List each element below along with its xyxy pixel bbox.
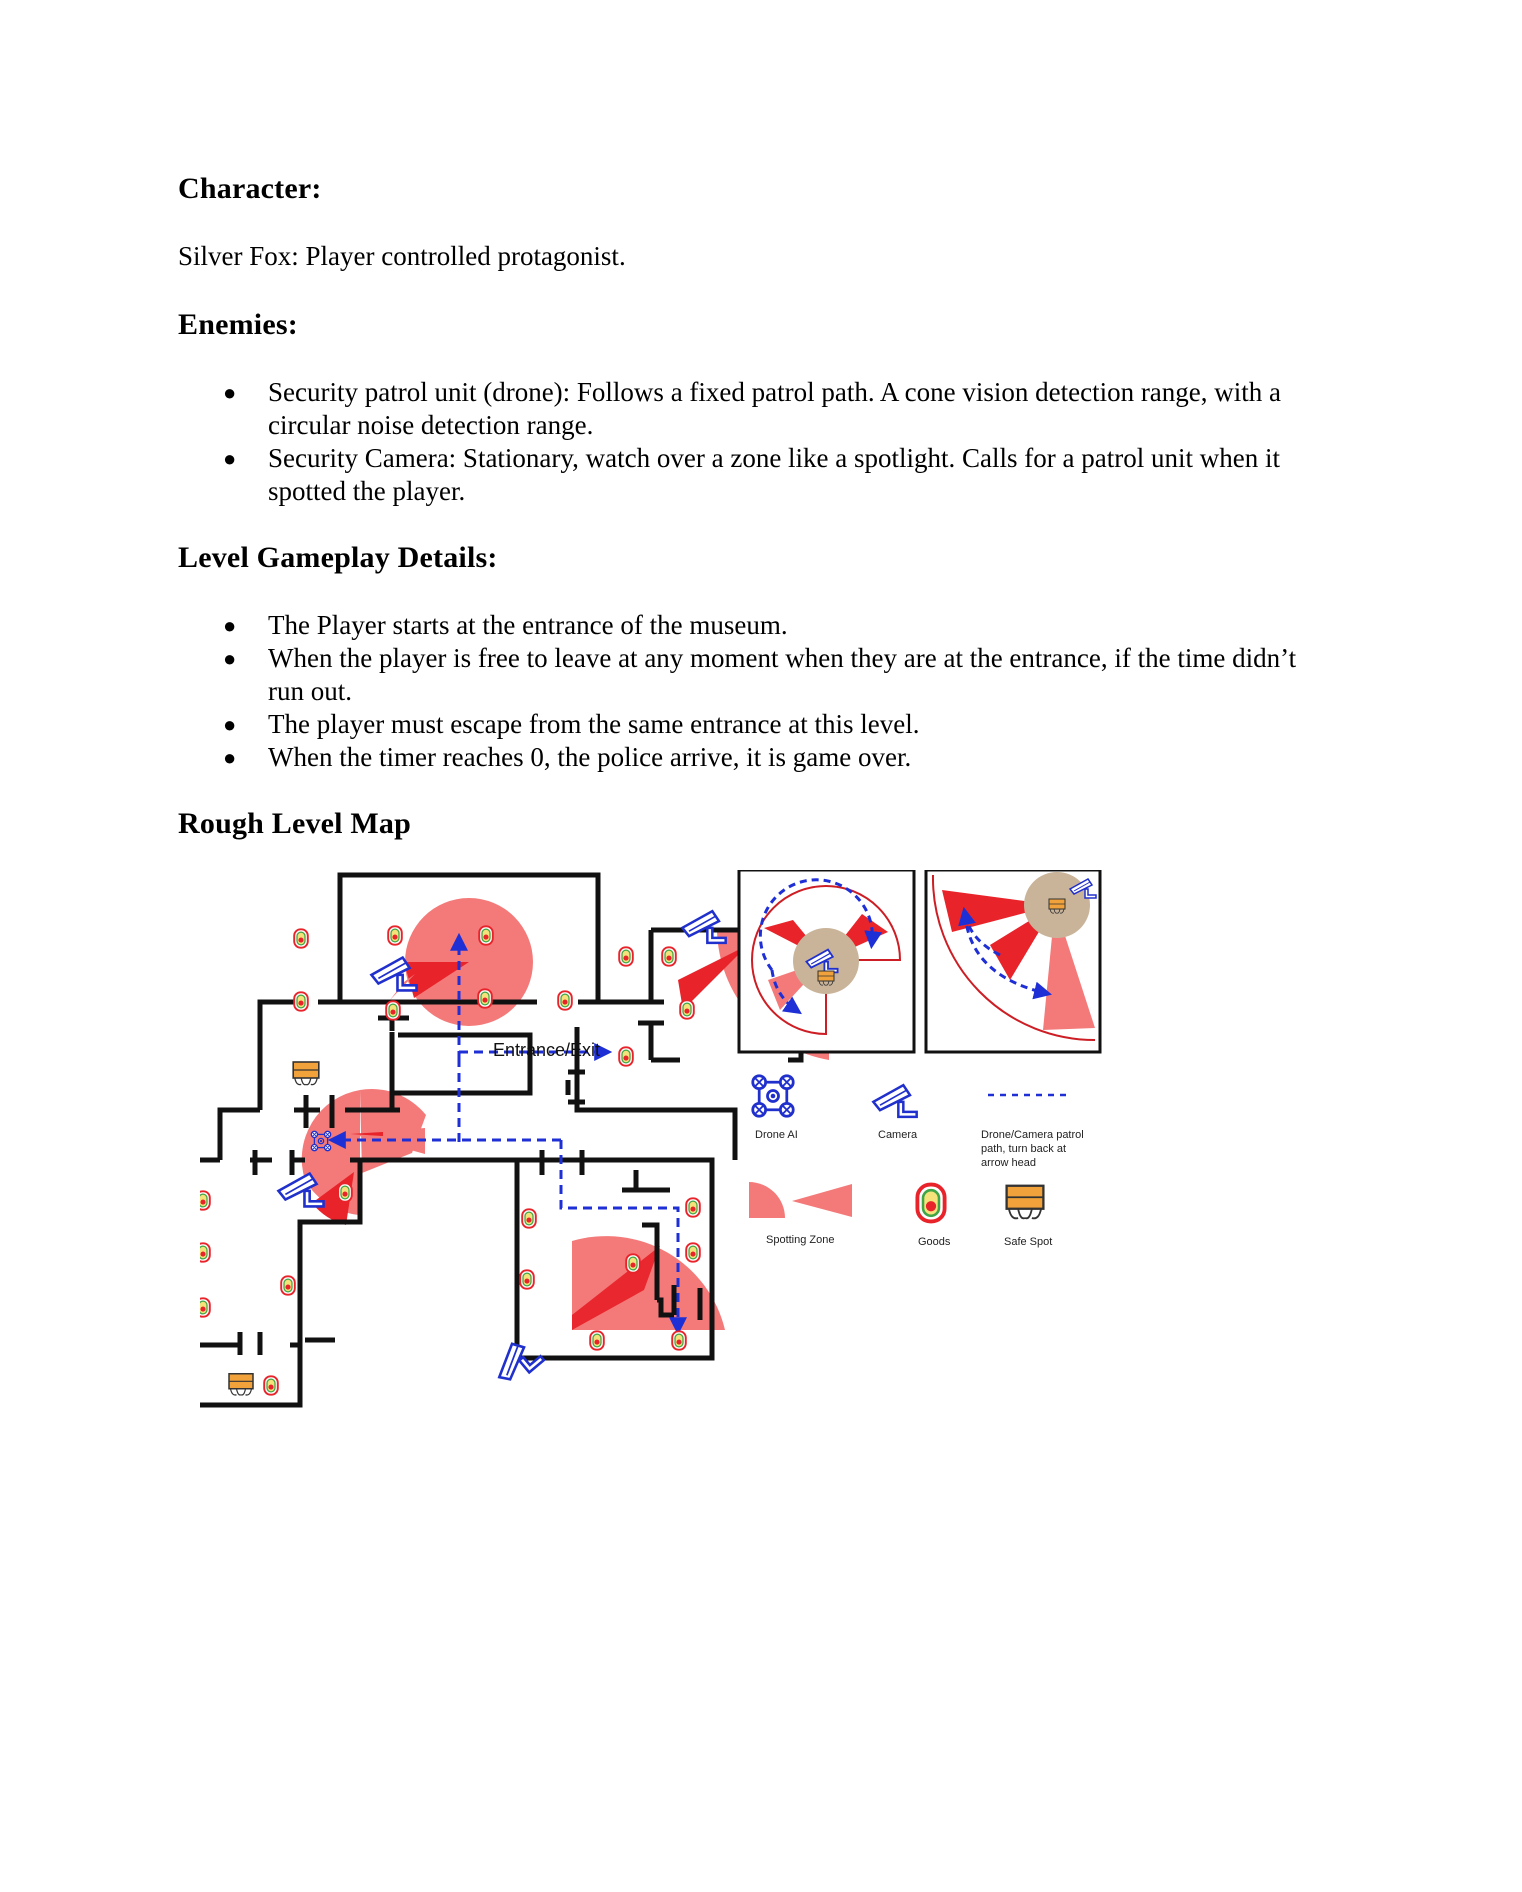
legend-camera-icon [873,1085,916,1117]
legend-safe-label: Safe Spot [1004,1236,1053,1248]
legend-patrol-label-3: arrow head [981,1157,1037,1169]
legend-patrol-label-2: path, turn back at [981,1143,1066,1155]
enemy-item: ● Security Camera: Stationary, watch over a zone like a spotlight. Calls for a patrol unit when it spotted the player. [223,443,1280,506]
legend-camera-label: Camera [878,1129,918,1141]
level-item: ● When the timer reaches 0, the police arrive, it is game over. [223,742,912,772]
legend [749,1076,1084,1248]
safe-spot-icon [293,1062,319,1085]
legend-spot-quarter-icon [749,1182,785,1218]
legend-goods-label: Goods [918,1236,951,1248]
safe-spot-icon [229,1374,253,1395]
level-heading: Level Gameplay Details: [178,541,498,574]
entrance-label: Entrance/Exit [493,1040,601,1060]
legend-drone-label: Drone AI [755,1129,798,1141]
character-heading: Character: [178,172,322,205]
map-heading: Rough Level Map [178,807,412,840]
legend-spotting-label: Spotting Zone [766,1234,835,1246]
enemy-item: ● Security patrol unit (drone): Follows a fixed patrol path. A cone vision detection range, with a circular noise detection range. [223,377,1282,440]
character-text: Silver Fox: Player controlled protagonist. [178,241,626,271]
inset-drone [739,870,914,1052]
level-item: ● The Player starts at the entrance of the museum. [223,610,788,640]
inset-camera [926,870,1100,1052]
level-item: ● The player must escape from the same entrance at this level. [223,709,920,739]
enemies-heading: Enemies: [178,308,298,341]
enemies-list [178,376,1338,508]
drone-icon [311,1131,330,1150]
legend-drone-icon [753,1076,793,1116]
legend-goods-icon [917,1185,944,1222]
legend-spot-cone-icon [792,1184,852,1217]
camera-icon [682,911,725,943]
level-map [200,870,1350,1510]
level-list [178,609,1338,774]
legend-patrol-label-1: Drone/Camera patrol [981,1129,1084,1141]
level-item: ● When the player is free to leave at any moment when they are at the entrance, if the time didn’t run out. [223,643,1297,706]
legend-safe-icon [1007,1186,1044,1219]
